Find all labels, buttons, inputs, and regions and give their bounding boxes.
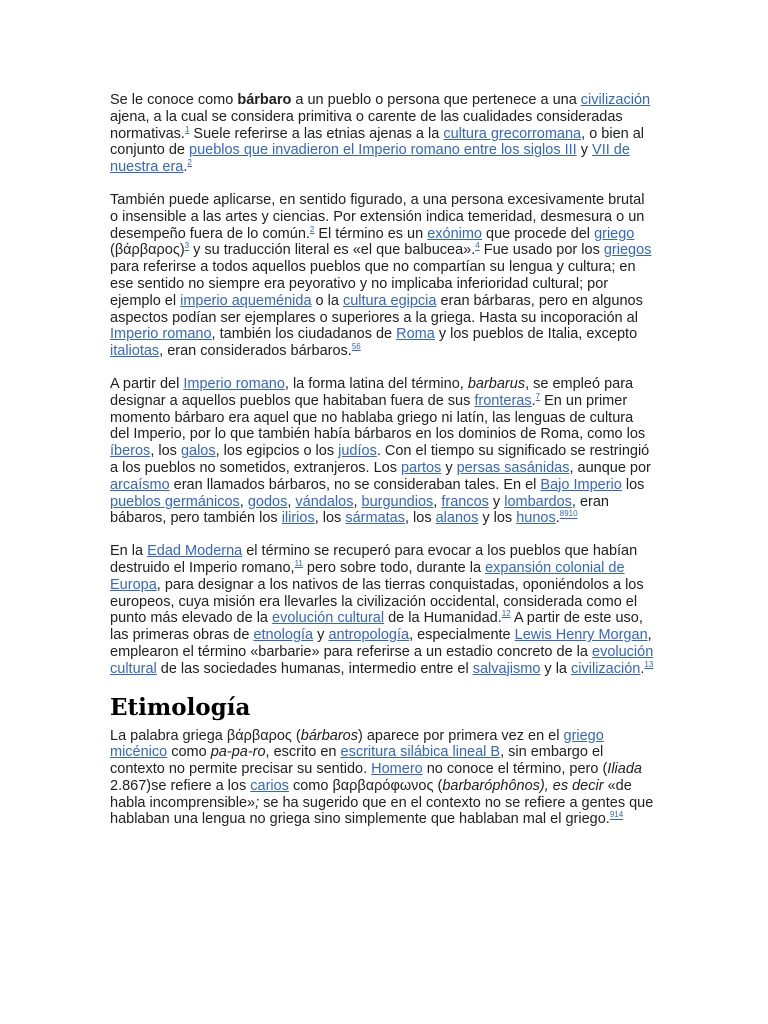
text-run: , emplearon el término «barbarie» para referirse a un estadio concreto de la <box>110 627 652 660</box>
wiki-link[interactable]: partos <box>400 459 442 476</box>
citation-ref-link[interactable]: 4 <box>475 241 480 251</box>
etymology-section <box>110 728 655 829</box>
italic-text: barbarus <box>467 375 526 392</box>
text-run: El término es un <box>314 225 428 242</box>
italic-text: ; <box>255 794 260 811</box>
wiki-link[interactable]: Roma <box>396 326 435 343</box>
wiki-link[interactable]: burgundios <box>361 493 434 510</box>
text-run: , los <box>314 510 346 527</box>
wiki-link[interactable]: griego micénico <box>110 727 604 761</box>
text-run: , eran bábaros, pero también los <box>110 493 610 527</box>
wiki-link[interactable]: pueblos que invadieron el Imperio romano entre los siglos III <box>189 142 577 159</box>
wiki-link[interactable]: pueblos germánicos <box>110 493 240 510</box>
wiki-link[interactable]: persas sasánidas <box>456 459 570 476</box>
wiki-link[interactable]: godos <box>247 493 288 510</box>
citation-ref <box>610 811 623 820</box>
citation-ref-link[interactable]: 914 <box>609 810 624 820</box>
wiki-link[interactable]: evolución cultural <box>272 610 385 627</box>
wiki-link[interactable]: judíos <box>338 443 377 460</box>
wiki-link[interactable]: italiotas <box>110 343 160 360</box>
text-run: . <box>183 159 188 176</box>
text-run: y <box>441 459 457 476</box>
text-run: para referirse a todos aquellos pueblos que no compartían su lengua y cultura; en ese sentido no siempre era peyorativo y no implicaba inferioridad cultural; por ejemplo el <box>110 259 636 309</box>
text-run: , escrito en <box>265 744 341 761</box>
text-run: pero sobre todo, durante la <box>302 559 486 576</box>
wiki-link[interactable]: imperio aqueménida <box>180 292 312 309</box>
text-run: y <box>576 142 593 159</box>
wiki-link[interactable]: cultura egipcia <box>342 292 437 309</box>
text-run: los <box>621 476 645 493</box>
wiki-link[interactable]: Imperio romano <box>110 326 212 343</box>
wiki-link[interactable]: lombardos <box>504 493 572 510</box>
wiki-link[interactable]: ilirios <box>281 510 315 527</box>
wiki-link[interactable]: francos <box>441 493 489 510</box>
text-run: (βάρβαρος) <box>110 242 185 259</box>
text-run: . <box>555 510 560 527</box>
wiki-link[interactable]: hunos <box>516 510 556 527</box>
text-run: , se empleó para designar a aquellos pueblos que habitaban fuera de sus <box>110 375 634 409</box>
text-run: y los pueblos de Italia, excepto <box>434 326 638 343</box>
text-run: , la forma latina del término, <box>284 375 468 392</box>
text-run: , o bien al conjunto de <box>110 125 645 159</box>
paragraph <box>110 92 655 176</box>
text-run: «de habla incomprensible» <box>110 777 632 811</box>
wiki-link[interactable]: arcaísmo <box>110 476 170 493</box>
italic-text: bárbaros <box>300 727 358 744</box>
wiki-link[interactable]: Lewis Henry Morgan <box>514 627 648 644</box>
wiki-link[interactable]: griego <box>594 225 635 242</box>
text-run: ajena, a la cual se considera primitiva o carente de las cualidades consideradas normativas. <box>110 108 623 142</box>
text-run: y su traducción literal es «el que balbucea». <box>189 242 476 259</box>
text-run: , <box>353 493 362 510</box>
citation-ref-link[interactable]: 1 <box>184 124 190 134</box>
text-run: Suele referirse a las etnias ajenas a la <box>189 125 444 142</box>
italic-text: barbaróphônos), es decir <box>442 777 604 794</box>
wiki-link[interactable]: Imperio romano <box>183 375 285 392</box>
wiki-link[interactable]: exónimo <box>427 225 482 242</box>
wiki-link[interactable]: griegos <box>603 242 652 259</box>
text-run: . <box>640 660 645 677</box>
citation-ref <box>187 158 191 167</box>
text-run: como <box>167 744 211 761</box>
text-run: no conoce el término, pero ( <box>422 761 608 778</box>
wiki-link[interactable]: íberos <box>110 443 151 460</box>
citation-ref-link[interactable]: 2 <box>187 158 192 168</box>
text-run: , los <box>150 443 181 460</box>
text-run: se ha sugerido que en el contexto no se refiere a gentes que hablaban una lengua no griega sino simplemente que hablaban mal el griego. <box>110 794 654 828</box>
text-run: . Con el tiempo su significado se restringió a los pueblos no sometidos, extranjeros. Los <box>110 443 650 476</box>
text-run: y la <box>540 660 572 677</box>
text-run: de la Humanidad. <box>384 610 502 627</box>
text-run: ) aparece por primera vez en el <box>357 727 564 744</box>
text-run: , sin embargo el contexto no permite precisar su sentido. <box>110 744 604 778</box>
text-run: y <box>313 627 329 644</box>
wiki-link[interactable]: escritura silábica lineal B <box>340 744 501 761</box>
text-run: eran bárbaras, pero en algunos aspectos podían ser ejemplares o superiores a la griega. Hasta su incoporación al <box>110 292 643 326</box>
paragraph <box>110 376 655 527</box>
text-run: También puede aplicarse, en sentido figurado, a una persona excesivamente brutal o insensible a las artes y ciencias. Por extensión indica temeridad, desmesura o un desempeño fuera de lo común. <box>110 191 645 242</box>
wiki-link[interactable]: galos <box>180 443 216 460</box>
wiki-link[interactable]: Edad Moderna <box>147 543 243 560</box>
citation-ref-link[interactable]: 7 <box>535 391 541 401</box>
wiki-link[interactable]: sármatas <box>345 510 405 527</box>
text-run: 2.867)se refiere a los <box>110 777 251 794</box>
wiki-link[interactable]: evolución cultural <box>110 643 654 677</box>
text-run: , especialmente <box>409 627 515 644</box>
text-run: , para designar a los nativos de las tierras conquistadas, oponiéndolos a los europeos, cuya misión era llevarles la civilización occidental, considerada como el punto más elevado de la <box>110 576 644 627</box>
text-run: . <box>531 392 536 409</box>
wiki-link[interactable]: alanos <box>435 510 479 527</box>
citation-ref <box>644 660 653 669</box>
wiki-link[interactable]: antropología <box>328 627 410 644</box>
text-run: Se le conoce como <box>110 92 238 108</box>
text-run: En la <box>110 543 148 560</box>
text-run: el término se recuperó para evocar a los pueblos que habían destruido el Imperio romano, <box>110 543 638 576</box>
text-run: , los <box>404 510 436 527</box>
wiki-link[interactable]: cultura grecorromana <box>443 125 582 142</box>
citation-ref-link[interactable]: 56 <box>351 342 361 352</box>
text-run: En un primer momento bárbaro era aquel que no hablaba griego ni latín, las lenguas de cultura del Imperio, por lo que también había bárbaros en los dominios de Roma, como los <box>110 392 646 443</box>
citation-ref <box>502 609 511 618</box>
text-run: , <box>239 493 248 510</box>
wiki-link[interactable]: fronteras <box>474 392 532 409</box>
wiki-link[interactable]: expansión colonial de Europa <box>110 559 625 593</box>
text-run: , eran considerados bárbaros. <box>159 343 352 360</box>
article-intro <box>110 92 655 678</box>
citation-ref-link[interactable]: 11 <box>294 559 303 569</box>
text-run: La palabra griega βάρβαρος ( <box>110 727 301 744</box>
text-run: como βαρβαρόφωνος ( <box>288 777 443 794</box>
text-run: , <box>433 493 442 510</box>
text-run: , aunque por <box>569 459 651 476</box>
text-run: y los <box>478 510 517 527</box>
citation-ref-link[interactable]: 13 <box>644 659 654 669</box>
wiki-link[interactable]: civilización <box>571 660 641 677</box>
citation-ref-link[interactable]: 12 <box>501 609 511 619</box>
wiki-link[interactable]: Bajo Imperio <box>540 476 622 493</box>
section-heading-etimologia: Etimología <box>110 693 251 721</box>
paragraph <box>110 543 655 677</box>
citation-ref-link[interactable]: 2 <box>309 224 315 234</box>
bold-term: bárbaro <box>237 92 292 108</box>
text-run: , los egipcios o los <box>215 443 339 460</box>
text-run: , <box>287 493 296 510</box>
paragraph <box>110 192 655 360</box>
wiki-link[interactable]: Homero <box>371 761 423 778</box>
citation-ref <box>352 342 361 351</box>
italic-text: pa-pa-ro <box>210 744 266 761</box>
citation-ref-link[interactable]: 3 <box>184 241 190 251</box>
paragraph <box>110 728 655 829</box>
text-run: que procede del <box>482 225 595 242</box>
italic-text: Iliada <box>607 761 642 778</box>
text-run: A partir de este uso, las primeras obras de <box>110 610 643 644</box>
text-run: o la <box>311 292 343 309</box>
text-run: de las sociedades humanas, intermedio entre el <box>156 660 473 677</box>
wiki-link[interactable]: etnología <box>253 627 314 644</box>
text-run: Fue usado por los <box>479 242 604 259</box>
text-run: a un pueblo o persona que pertenece a una <box>291 92 581 108</box>
wiki-link[interactable]: carios <box>250 777 289 794</box>
wiki-link[interactable]: salvajismo <box>472 660 541 677</box>
wiki-link[interactable]: vándalos <box>295 493 354 510</box>
text-run: A partir del <box>110 375 184 392</box>
wiki-link[interactable]: VII de nuestra era <box>110 142 630 176</box>
text-run: y <box>488 493 505 510</box>
text-run: eran llamados bárbaros, no se consideraban tales. En el <box>169 476 541 493</box>
text-run: , también los ciudadanos de <box>211 326 397 343</box>
article-body <box>110 92 655 844</box>
wiki-link[interactable]: civilización <box>580 92 651 108</box>
citation-ref-link[interactable]: 8910 <box>559 509 578 519</box>
citation-ref <box>560 510 578 519</box>
citation-ref <box>295 559 303 568</box>
